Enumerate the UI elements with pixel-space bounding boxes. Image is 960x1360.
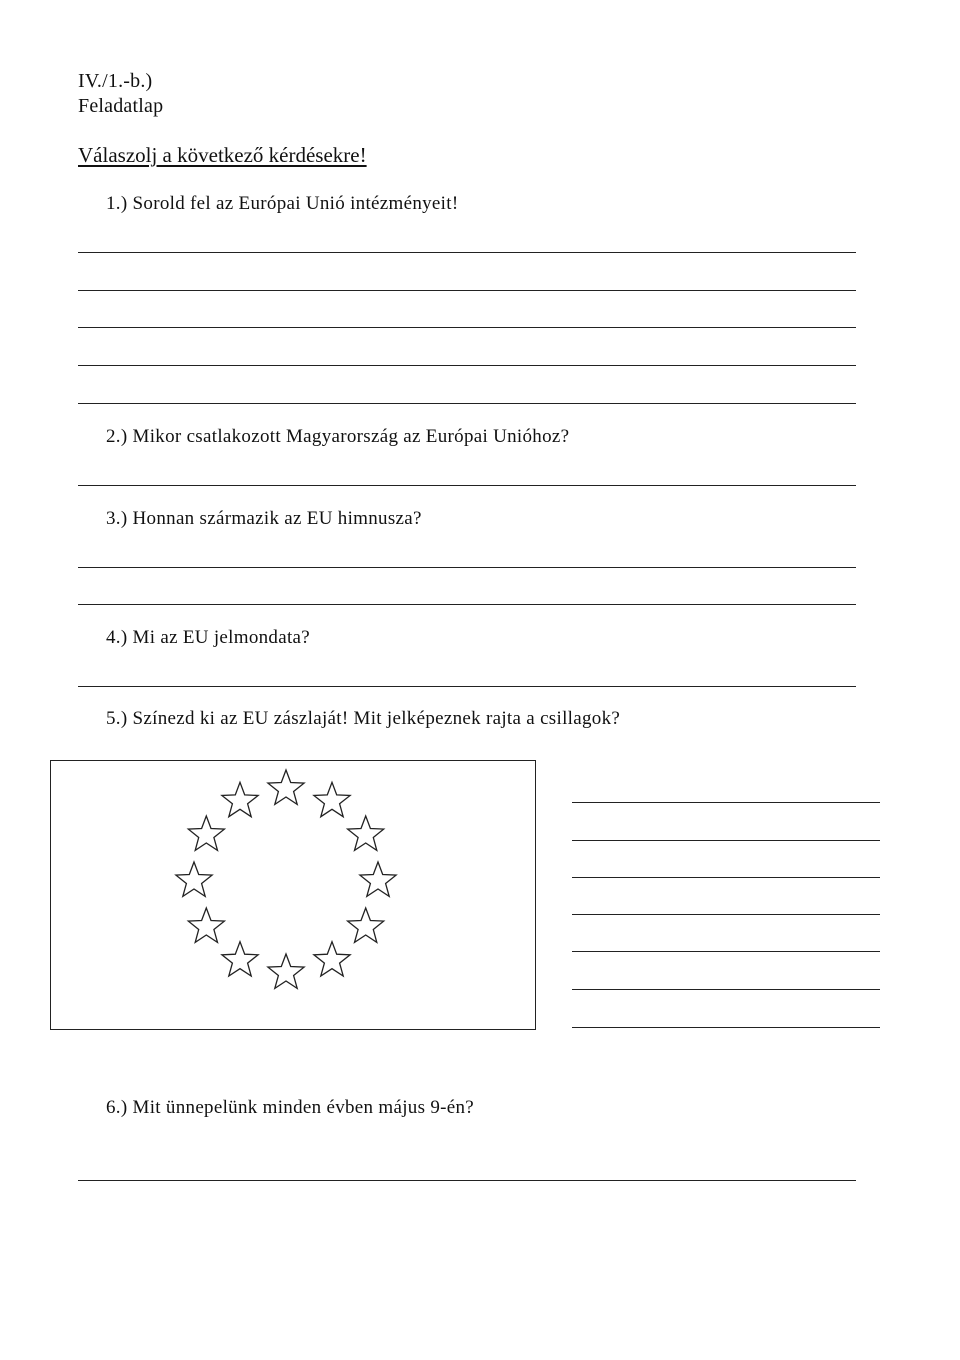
eu-flag-outline[interactable] [50,760,536,1030]
answer-line-5g[interactable] [572,1027,880,1028]
answer-line-5f[interactable] [572,989,880,990]
question-2: 2.) Mikor csatlakozott Magyarország az Európai Unióhoz? [106,426,570,447]
outline-star-icon-8 [222,942,258,976]
page-title: Válaszolj a következő kérdésekre! [78,143,367,167]
sheet-type: Feladatlap [78,95,164,117]
question-1: 1.) Sorold fel az Európai Unió intézményeit! [106,193,459,214]
answer-line-5a[interactable] [572,802,880,803]
answer-line-3a[interactable] [78,567,856,568]
question-4: 4.) Mi az EU jelmondata? [106,627,310,648]
outline-star-icon-5 [348,908,384,942]
outline-star-icon-7 [268,954,304,988]
outline-star-icon-9 [188,908,224,942]
outline-star-icon-6 [314,942,350,976]
answer-line-5c[interactable] [572,877,880,878]
answer-line-2[interactable] [78,485,856,486]
answer-line-4[interactable] [78,686,856,687]
answer-line-1e[interactable] [78,403,856,404]
answer-line-5d[interactable] [572,914,880,915]
answer-line-1a[interactable] [78,252,856,253]
outline-star-icon-11 [188,816,224,850]
outline-star-icon-4 [360,862,396,896]
answer-line-1c[interactable] [78,327,856,328]
answer-line-6[interactable] [78,1180,856,1181]
question-3: 3.) Honnan származik az EU himnusza? [106,508,422,529]
answer-line-5b[interactable] [572,840,880,841]
question-6: 6.) Mit ünnepelünk minden évben május 9-én? [106,1097,475,1118]
answer-line-1d[interactable] [78,365,856,366]
answer-line-3b[interactable] [78,604,856,605]
outline-star-icon-10 [176,862,212,896]
sheet-code: IV./1.-b.) [78,70,153,92]
outline-star-icon-1 [268,770,304,804]
eu-flag-stars [51,761,537,1031]
question-5: 5.) Színezd ki az EU zászlaját! Mit jelképeznek rajta a csillagok? [106,708,621,729]
outline-star-icon-2 [314,782,350,816]
outline-star-icon-3 [348,816,384,850]
outline-star-icon-12 [222,782,258,816]
answer-line-5e[interactable] [572,951,880,952]
answer-line-1b[interactable] [78,290,856,291]
